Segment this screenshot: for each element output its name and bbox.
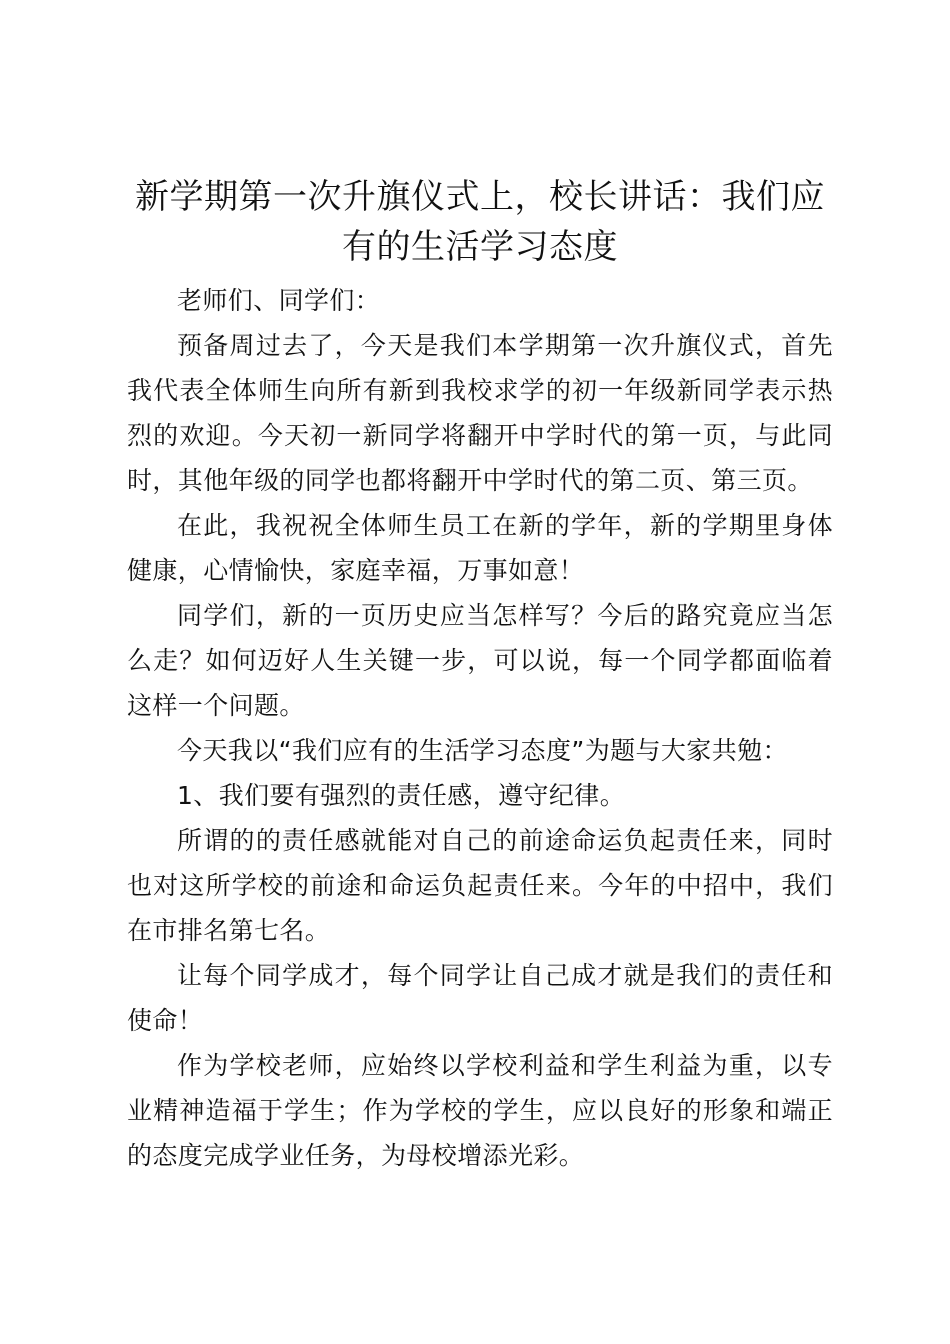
paragraph-5: 1、我们要有强烈的责任感，遵守纪律。 bbox=[177, 781, 626, 810]
paragraph-1: 预备周过去了，今天是我们本学期第一次升旗仪式，首先我代表全体师生向所有新到我校求学的初一年级新同学表示热烈的欢迎。今天初一新同学将翻开中学时代的第一页，与此同时，其他年级的同学也都将翻开中学时代的第二页、第三页。 bbox=[127, 331, 833, 495]
paragraph-7: 让每个同学成才，每个同学让自己成才就是我们的责任和使命！ bbox=[127, 961, 833, 1035]
paragraph-8: 作为学校老师，应始终以学校利益和学生利益为重，以专业精神造福于学生；作为学校的学生，应以良好的形象和端正的态度完成学业任务，为母校增添光彩。 bbox=[127, 1051, 833, 1170]
paragraph-6: 所谓的的责任感就能对自己的前途命运负起责任来，同时也对这所学校的前途和命运负起责任来。今年的中招中，我们在市排名第七名。 bbox=[127, 826, 833, 945]
greeting: 老师们、同学们： bbox=[177, 286, 381, 315]
paragraph-4: 今天我以“我们应有的生活学习态度”为题与大家共勉： bbox=[177, 736, 788, 765]
document-page bbox=[127, 172, 833, 1178]
document-title: 新学期第一次升旗仪式上，校长讲话：我们应有的生活学习态度 bbox=[135, 177, 825, 267]
paragraph-2: 在此，我祝祝全体师生员工在新的学年，新的学期里身体健康，心情愉快，家庭幸福，万事如意！ bbox=[127, 511, 833, 585]
paragraph-3: 同学们，新的一页历史应当怎样写？今后的路究竟应当怎么走？如何迈好人生关键一步，可以说，每一个同学都面临着这样一个问题。 bbox=[127, 601, 833, 720]
